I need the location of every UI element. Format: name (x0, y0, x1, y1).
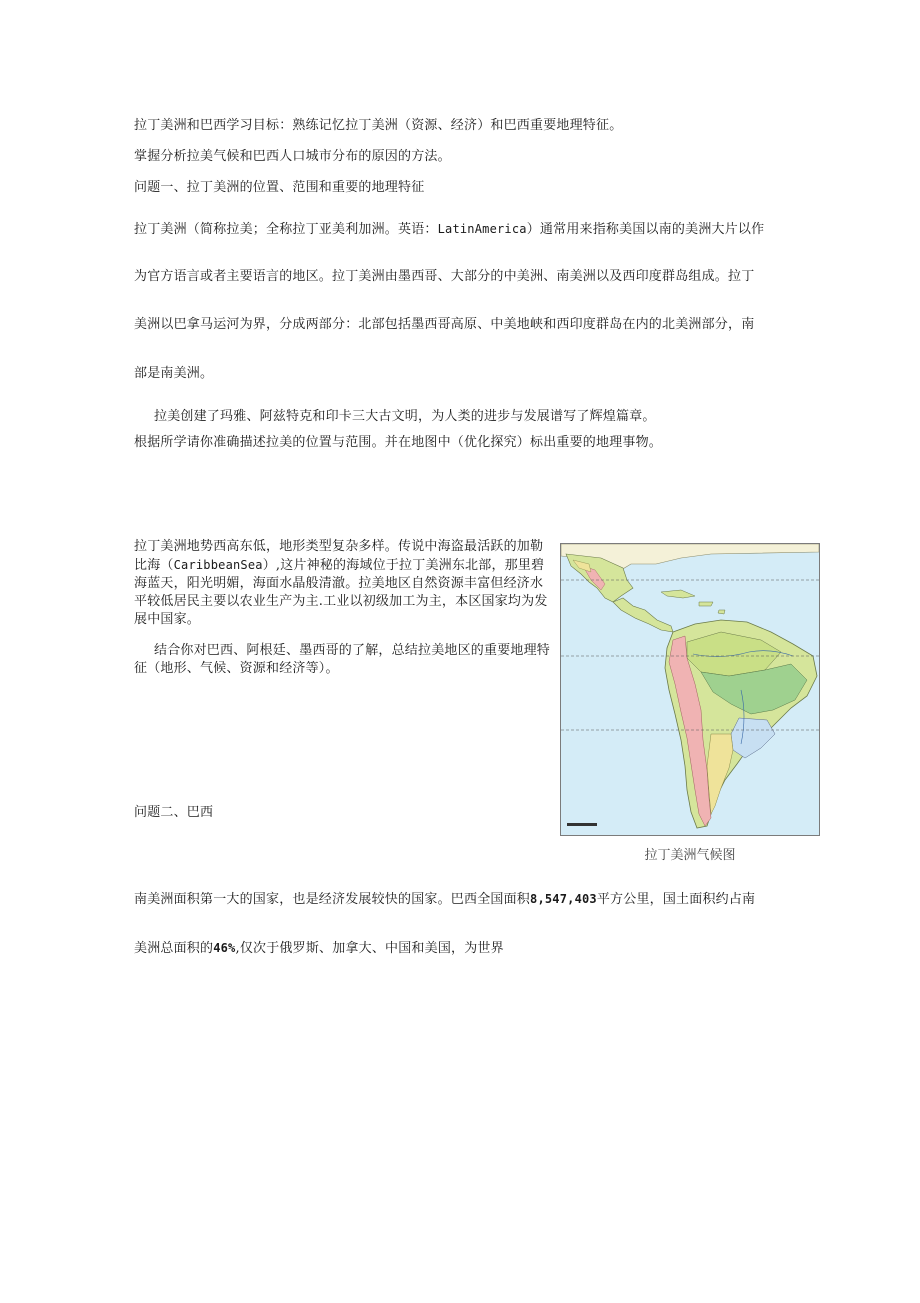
definition-text-b: ）通常用来指称美国以南的美洲大片以作 (526, 222, 765, 237)
question2-heading: 问题二、巴西 (134, 805, 214, 820)
task1-text: 根据所学请你准确描述拉美的位置与范围。并在地图中（优化探究）标出重要的地理事物。 (134, 435, 663, 450)
intro-line-1: 拉丁美洲和巴西学习目标：熟练记忆拉丁美洲（资源、经济）和巴西重要地理特征。 (134, 118, 623, 133)
brazil-percent: 46% (213, 941, 236, 955)
terrain-text-b: ）,这片神秘的海域位于拉丁美洲东北部，那里碧海蓝天，阳光明媚，海面水晶般清澈。拉美地区自然资源丰富但经济水平较低居民主要以农业生产为主.工业以初级加工为主，本区国家均为发展中国家。 (134, 558, 548, 627)
definition-line-2: 为官方语言或者主要语言的地区。拉丁美洲由墨西哥、大部分的中美洲、南美洲以及西印度群岛组成。拉丁 (134, 269, 755, 284)
brazil-area-number: 8,547,403 (530, 892, 597, 906)
terrain-term: CaribbeanSea (173, 558, 263, 572)
climate-map-graphic (561, 544, 819, 835)
map-caption: 拉丁美洲气候图 (644, 848, 736, 863)
definition-line-3: 美洲以巴拿马运河为界，分成两部分：北部包括墨西哥高原、中美地峡和西印度群岛在内的北美洲部分，南 (134, 317, 755, 332)
latin-america-climate-map (560, 543, 820, 836)
intro-line-2: 掌握分析拉美气候和巴西人口城市分布的原因的方法。 (134, 149, 451, 164)
definition-term: LatinAmerica (437, 222, 527, 236)
question1-heading: 问题一、拉丁美洲的位置、范围和重要的地理特征 (134, 180, 425, 195)
terrain-paragraph (134, 538, 550, 629)
definition-line-4: 部是南美洲。 (134, 366, 214, 381)
definition-text-a: 拉丁美洲（简称拉美；全称拉丁亚美利加洲。英语： (134, 222, 438, 237)
brazil-line-1 (134, 891, 755, 908)
brazil-text-a: 南美洲面积第一大的国家，也是经济发展较快的国家。巴西全国面积 (134, 892, 531, 907)
terrain-text-a: 拉丁美洲地势西高东低，地形类型复杂多样。传说中海盗最活跃的加勒比海（ (134, 539, 544, 573)
brazil-text-c: 美洲总面积的 (134, 941, 214, 956)
map-scale-bar (567, 823, 597, 826)
definition-line-1 (134, 221, 764, 238)
task2-paragraph: 结合你对巴西、阿根廷、墨西哥的了解，总结拉美地区的重要地理特征（地形、气候、资源和经济等）。 (134, 643, 551, 676)
civilization-text: 拉美创建了玛雅、阿兹特克和印卡三大古文明，为人类的进步与发展谱写了辉煌篇章。 (154, 409, 656, 424)
brazil-text-b: 平方公里，国土面积约占南 (596, 892, 756, 907)
brazil-line-2 (134, 940, 504, 957)
brazil-text-d: ,仅次于俄罗斯、加拿大、中国和美国，为世界 (235, 941, 504, 956)
